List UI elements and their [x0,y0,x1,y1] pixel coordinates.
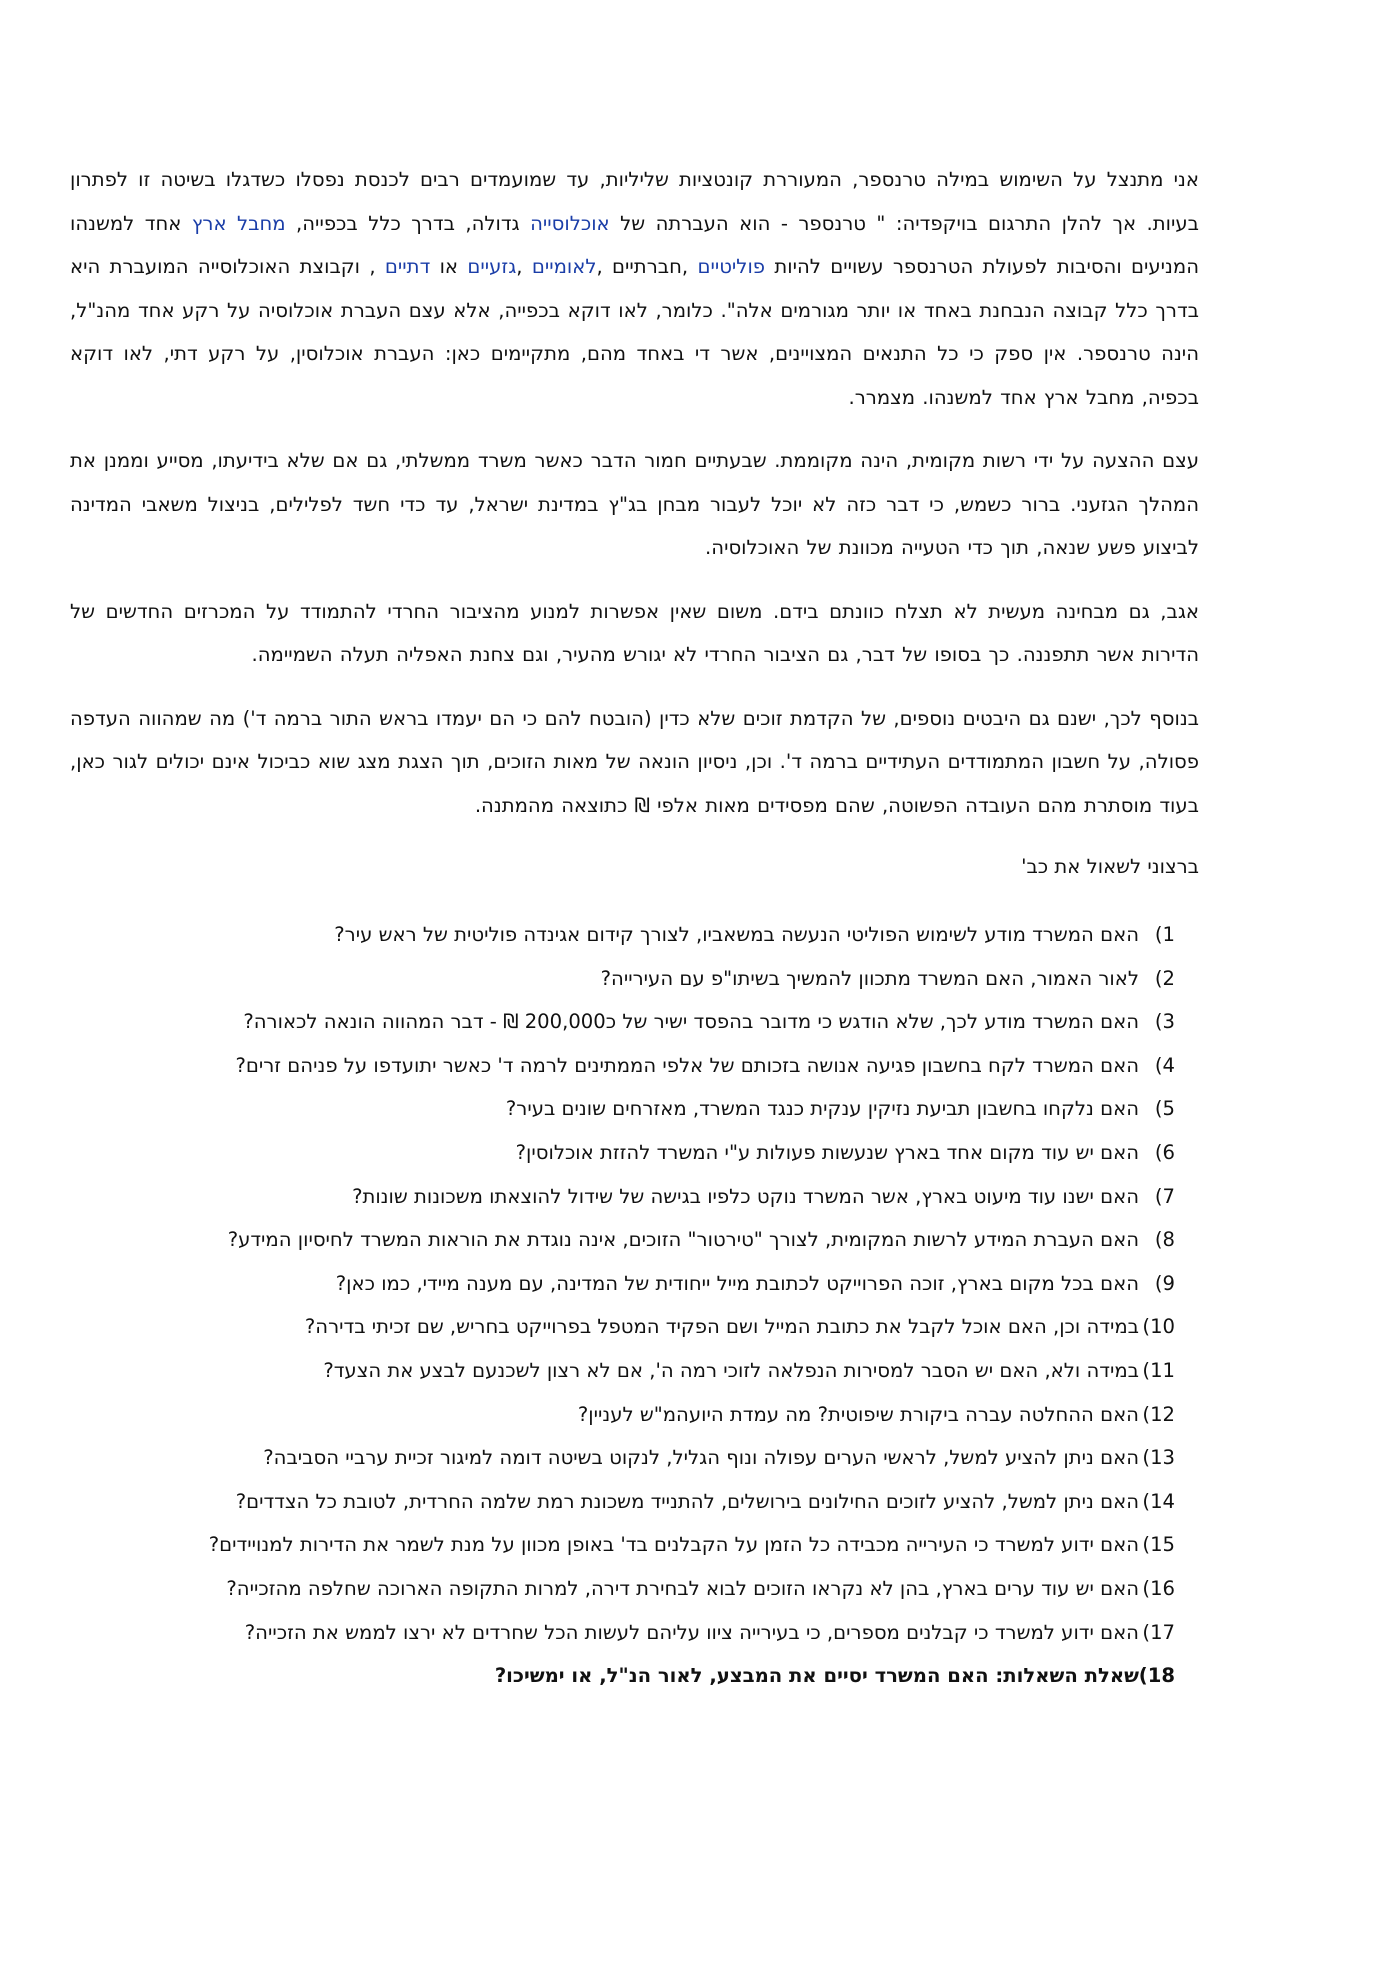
question-item [70,1175,1199,1219]
ask-line: ברצוני לשאול את כב' [1021,855,1199,878]
question-number: 8) [1154,1228,1175,1252]
question-item [70,1305,1199,1349]
question-item [70,1611,1199,1655]
question-number: 12) [1142,1402,1175,1426]
question-item [70,1567,1199,1611]
question-number: 18) [1138,1664,1175,1688]
question-item [70,1131,1199,1175]
question-text: האם המשרד לקח בחשבון פגיעה אנושה בזכותם של אלפי הממתינים לרמה ד' כאשר יתועדפו על פניהם זרים? [235,1053,1139,1077]
question-item [70,1087,1199,1131]
question-item [70,1523,1199,1567]
question-text: במידה וכן, האם אוכל לקבל את כתובת המייל ושם הפקיד המטפל בפרוייקט בחריש, שם זכיתי בדירה? [304,1315,1139,1339]
paragraph-text: גדולה, בדרך כלל בכפייה, [285,211,531,235]
paragraph-text: , וקבוצת האוכלוסייה המועברת היא בדרך כלל קבוצה הנבחנת באחד או יותר מגורמים אלה". כלומר, לאו דוקא בכפייה, אלא עצם העברת אוכלוסיה על רקע אחד מהנ"ל, הינה טרנספר. אין ספק כי כל התנאים המצויינים, אשר די באחד מהם, מתקיימים כאן: העברת אוכלוסין, על רקע דתי, לאו דוקא בכפיה, מחבל ארץ אחד למשנהו. מצמרר. [70,255,1199,409]
question-item [70,957,1199,1001]
paragraph-proposal: עצם ההצעה על ידי רשות מקומית, הינה מקוממת. שבעתיים חמור הדבר כאשר משרד ממשלתי, גם אם שלא בידיעתו, מסייע וממנן את המהלך הגזעני. ברור כשמש, כי דבר כזה לא יוכל לעבור מבחן בג"ץ במדינת ישראל, עד כדי חשד לפלילים, בניצול משאבי המדינה לביצוע פשע שנאה, תוך כדי הטעייה מכוונת של האוכלוסיה. [70,449,1199,559]
question-number: 3) [1154,1010,1175,1034]
question-number: 2) [1154,966,1175,990]
question-text: האם המשרד מודע לשימוש הפוליטי הנעשה במשאביו, לצורך קידום אגינדה פוליטית של ראש עיר? [334,923,1139,946]
question-item [70,1349,1199,1393]
question-number: 6) [1154,1140,1175,1164]
link-political[interactable]: פוליטיים [697,255,766,278]
question-text: האם העברת המידע לרשות המקומית, לצורך "טירטור" הזוכים, אינה נוגדת את הוראות המשרד לחיסיון המידע? [227,1228,1139,1252]
paragraph-text: אני מתנצל על השימוש במילה טרנספר, המעוררת קונטציות שליליות, עד שמועמדים רבים לכנסת נפסלו כשדגלו בשיטה זו לפתרון בעיות. אך להלן התרגום בויקפדיה: " טרנספר - הוא העברתה של [70,168,1199,235]
question-number: 11) [1142,1358,1175,1382]
question-number: 15) [1142,1533,1175,1557]
link-religious[interactable]: דתיים [384,255,431,278]
question-number: 4) [1154,1053,1175,1077]
paragraph-transfer-definition [70,158,1199,419]
question-number: 14) [1142,1489,1175,1513]
question-text: האם יש עוד ערים בארץ, בהן לא נקראו הזוכים לבוא לבחירת דירה, למרות התקופה הארוכה שחלפה מהזכייה? [226,1576,1139,1600]
question-number: 10) [1142,1315,1175,1339]
question-text: האם ניתן למשל, להציע לזוכים החילונים בירושלים, להתנייד משכונת רמת שלמה החרדית, לטובת כל הצדדים? [235,1489,1139,1513]
question-text: האם המשרד מודע לכך, שלא הודגש כי מדובר בהפסד ישיר של כ200,000 ₪ - דבר המהווה הונאה לכאורה? [243,1010,1139,1034]
question-item [70,1480,1199,1524]
paragraph-text: ,חברתיים , [596,255,698,278]
question-item [70,1436,1199,1480]
question-number: 7) [1154,1184,1175,1208]
question-text: האם ישנו עוד מיעוט בארץ, אשר המשרד נוקט כלפיו בגישה של שידול להוצאתו משכונות שונות? [352,1184,1139,1208]
question-number: 9) [1154,1271,1175,1295]
question-text: שאלת השאלות: האם המשרד יסיים את המבצע, לאור הנ"ל, או ימשיכו? [494,1664,1139,1688]
link-region[interactable]: מחבל ארץ [191,211,286,235]
question-number: 1) [1154,923,1175,946]
question-number: 5) [1154,1097,1175,1121]
question-number: 17) [1142,1620,1175,1644]
paragraph-text: , [516,255,532,278]
question-item [70,913,1199,957]
question-text: האם יש עוד מקום אחד בארץ שנעשות פעולות ע"י המשרד להזזת אוכלוסין? [515,1140,1139,1164]
question-text: האם בכל מקום בארץ, זוכה הפרוייקט לכתובת מייל ייחודית של המדינה, עם מענה מיידי, כמו כאן? [335,1271,1139,1295]
question-text: האם ניתן להציע למשל, לראשי הערים עפולה ונוף הגליל, לנקוט בשיטה דומה למיגור זכיית ערביי הסביבה? [263,1446,1139,1470]
question-text: האם ההחלטה עברה ביקורת שיפוטית? מה עמדת היועהמ"ש לעניין? [577,1402,1139,1426]
paragraph-practical: אגב, גם מבחינה מעשית לא תצלח כוונתם בידם. משום שאין אפשרות למנוע מהציבור החרדי להתמודד על המכרזים החדשים של הדירות אשר תתפננה. כך בסופו של דבר, גם הציבור החרדי לא יגורש מהעיר, וגם צחנת האפליה תעלה השמיימה. [70,599,1199,666]
question-text: האם נלקחו בחשבון תביעת נזיקין ענקית כנגד המשרד, מאזרחים שונים בעיר? [505,1097,1139,1121]
link-racial[interactable]: גזעיים [467,255,517,278]
question-item [70,1000,1199,1044]
question-item [70,1262,1199,1306]
question-item [70,1654,1199,1698]
question-text: לאור האמור, האם המשרד מתכוון להמשיך בשיתו"פ עם העירייה? [600,966,1139,990]
question-number: 16) [1142,1576,1175,1600]
question-item [70,1218,1199,1262]
question-text: האם ידוע למשרד כי העירייה מכבידה כל הזמן על הקבלנים בד' באופן מכוון על מנת לשמר את הדירות למנויידים? [208,1533,1139,1557]
paragraph-additional-aspects: בנוסף לכך, ישנם גם היבטים נוספים, של הקדמת זוכים שלא כדין (הובטח להם כי הם יעמדו בראש התור ברמה ד') מה שמהווה העדפה פסולה, על חשבון המתמודדים העתידיים ברמה ד'. וכן, ניסיון הונאה של מאות הזוכים, תוך הצגת מצג שוא כביכול אינם יכולים לגור כאן, בעוד מוסתרת מהם העובדה הפשוטה, שהם מפסידים מאות אלפי ₪ כתוצאה מהמתנה. [70,706,1199,817]
question-number: 13) [1142,1446,1175,1470]
question-item [70,1044,1199,1088]
questions-list [70,913,1199,1698]
paragraph-text: או [430,255,468,278]
link-national[interactable]: לאומיים [531,255,597,278]
paragraph-text: אחד למשנהו המניעים והסיבות לפעולת הטרנספר עשויים להיות [70,211,1199,278]
link-population[interactable]: אוכלוסייה [530,211,610,235]
question-item [70,1393,1199,1437]
question-text: במידה ולא, האם יש הסבר למסירות הנפלאה לזוכי רמה ה', אם לא רצון לשכנעם לבצע את הצעד? [323,1358,1139,1382]
question-text: האם ידוע למשרד כי קבלנים מספרים, כי בעירייה ציוו עליהם לעשות הכל שחרדים לא ירצו לממש את הזכייה? [244,1620,1139,1644]
